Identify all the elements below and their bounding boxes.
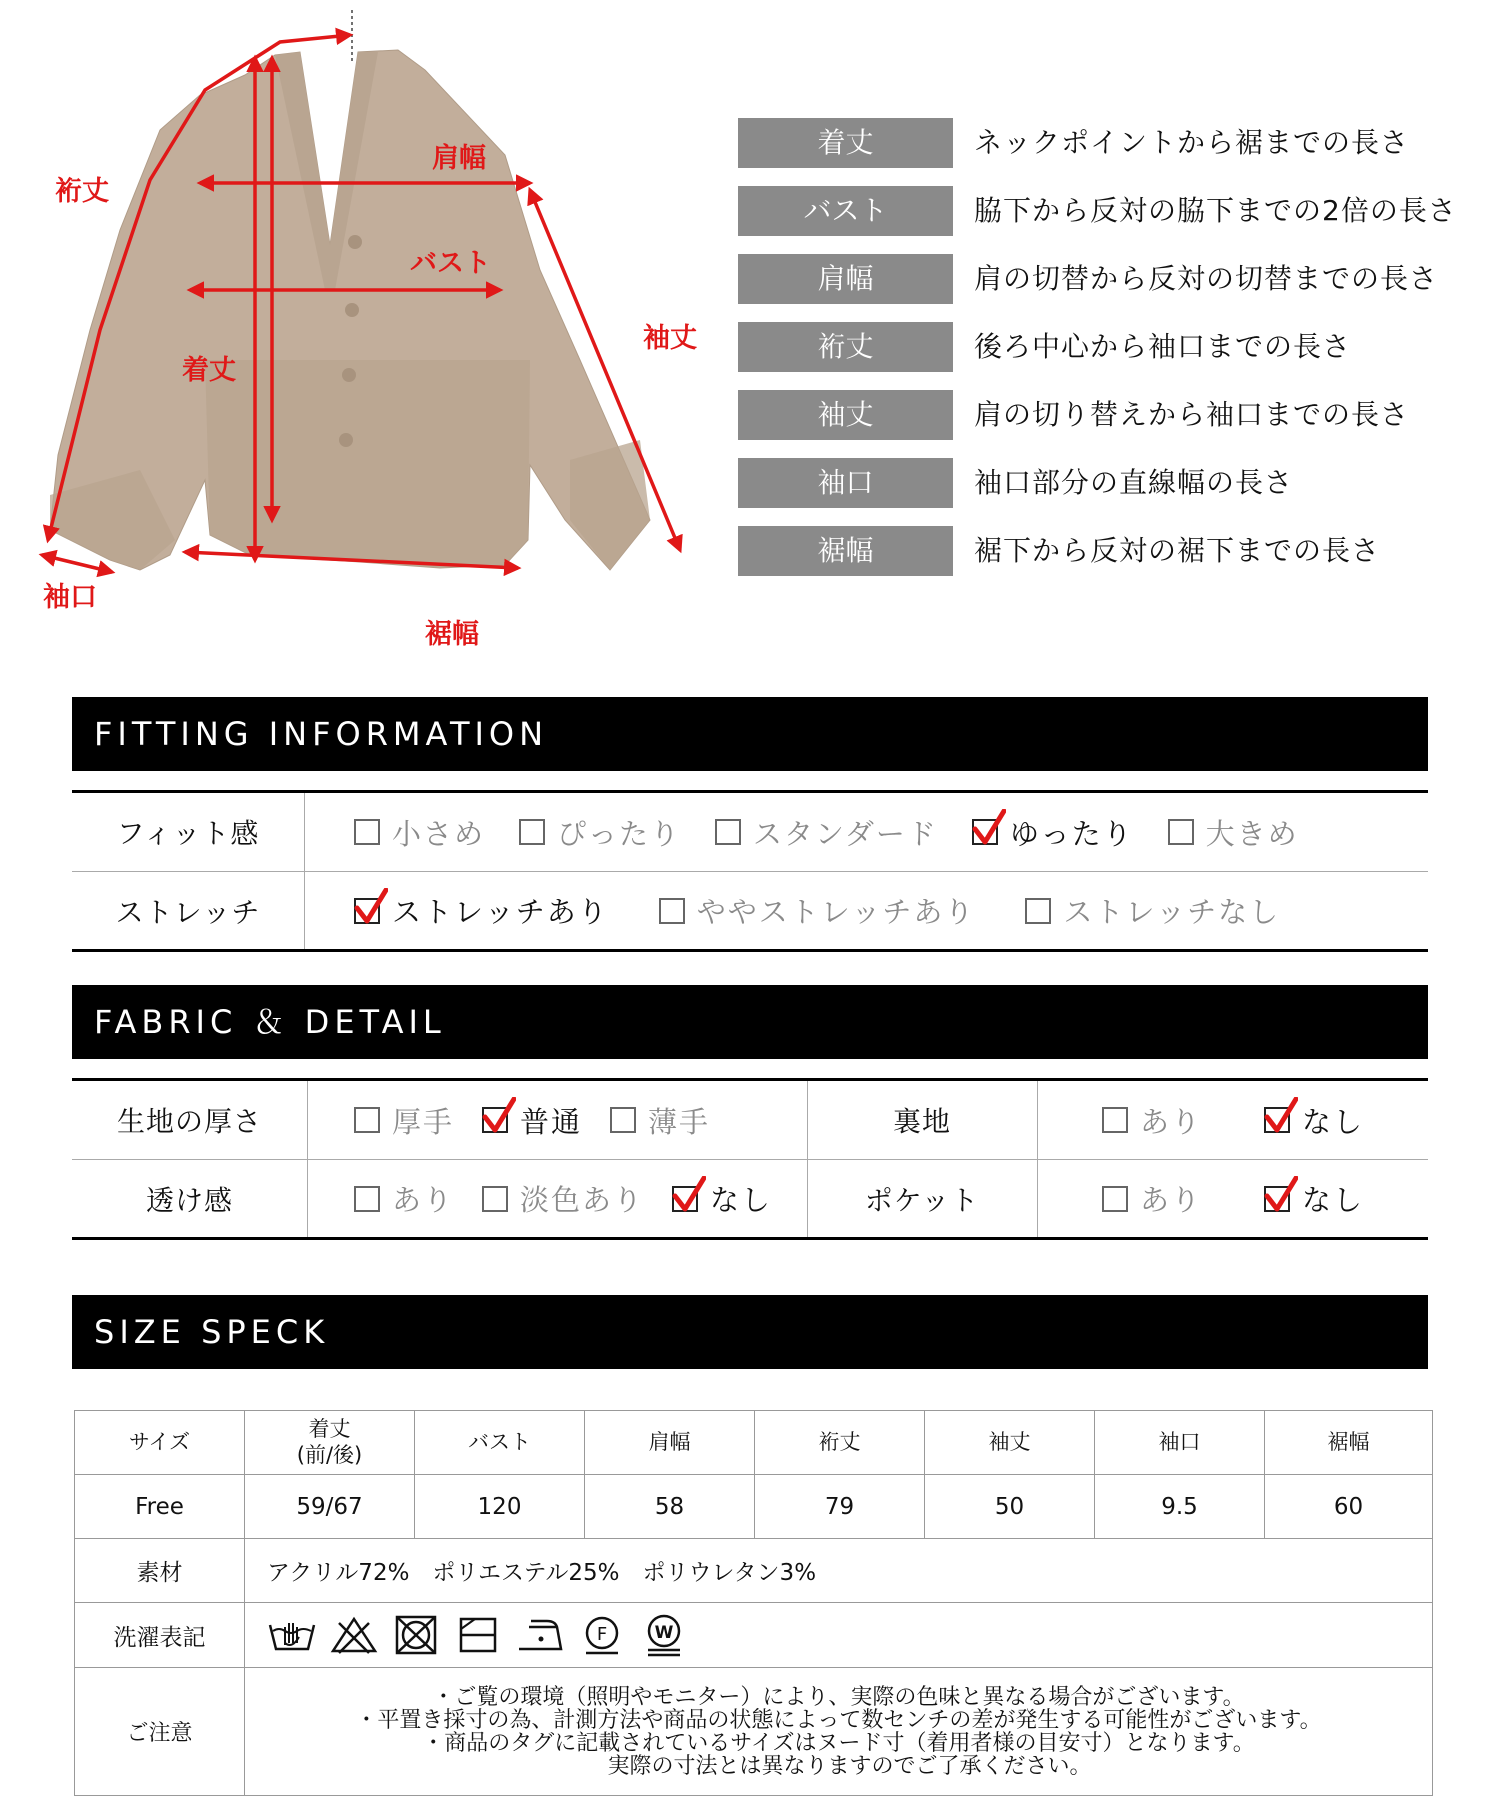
no-bleach-icon — [329, 1613, 379, 1657]
size-cell: 9.5 — [1095, 1475, 1265, 1539]
check-mark-icon — [354, 898, 380, 924]
fabric-table — [72, 1078, 1428, 1240]
definition-desc: 肩の切り替えから袖口までの長さ — [974, 398, 1410, 431]
label-yukitake: 裄丈 — [55, 176, 109, 207]
no-tumble-dry-icon — [391, 1613, 441, 1657]
notes-label: ご注意 — [75, 1668, 245, 1796]
option-sheer-light[interactable]: 淡色あり — [482, 1178, 644, 1219]
check-mark-icon — [972, 819, 998, 845]
definition-row — [738, 118, 1498, 168]
definition-desc: ネックポイントから裾までの長さ — [974, 126, 1410, 159]
option-large[interactable]: 大きめ — [1168, 812, 1299, 853]
checkbox-icon — [1025, 898, 1051, 924]
checkbox-icon — [715, 819, 741, 845]
fit-label: フィット感 — [116, 817, 260, 850]
fitting-row-stretch — [72, 871, 1428, 949]
fabric-row-sheerness — [72, 1159, 1428, 1237]
thickness-label: 生地の厚さ — [116, 1105, 262, 1138]
option-small[interactable]: 小さめ — [354, 812, 485, 853]
stretch-label: ストレッチ — [115, 895, 261, 929]
header-bust: バスト — [415, 1411, 585, 1475]
size-cell: 60 — [1265, 1475, 1433, 1539]
definition-desc: 脇下から反対の脇下までの2倍の長さ — [974, 194, 1457, 227]
option-lining-yes[interactable]: あり — [1102, 1100, 1202, 1141]
hand-wash-icon — [267, 1613, 317, 1657]
fitting-row-fit — [72, 793, 1428, 871]
checkbox-icon — [519, 819, 545, 845]
cardigan-illustration — [0, 0, 720, 660]
definition-row — [738, 322, 1498, 372]
option-slight-stretch[interactable]: ややストレッチあり — [659, 890, 976, 931]
option-sheer-yes[interactable]: あり — [354, 1178, 454, 1219]
definition-desc: 肩の切替から反対の切替までの長さ — [974, 262, 1439, 295]
size-header: SIZE SPECK — [72, 1295, 1428, 1369]
fitting-header: FITTING INFORMATION — [72, 697, 1428, 771]
definition-row — [738, 526, 1498, 576]
size-cell: 120 — [415, 1475, 585, 1539]
size-cell: 50 — [925, 1475, 1095, 1539]
checkbox-icon — [1102, 1107, 1128, 1133]
definition-term: 袖丈 — [738, 390, 953, 440]
header-sodetake: 袖丈 — [925, 1411, 1095, 1475]
measurement-diagram — [0, 0, 720, 660]
definition-term: 裄丈 — [738, 322, 953, 372]
option-pocket-no[interactable]: なし — [1264, 1178, 1364, 1219]
thickness-options — [354, 1081, 744, 1159]
size-cell: 59/67 — [245, 1475, 415, 1539]
option-pocket-yes[interactable]: あり — [1102, 1178, 1202, 1219]
notes-row — [75, 1668, 1433, 1796]
fitting-table — [72, 790, 1428, 952]
pocket-options — [1102, 1160, 1398, 1237]
checkbox-icon — [610, 1107, 636, 1133]
dry-clean-f-icon — [577, 1613, 627, 1657]
option-thin[interactable]: 薄手 — [610, 1100, 710, 1141]
size-cell: 58 — [585, 1475, 755, 1539]
pocket-label: ポケット — [864, 1183, 980, 1217]
check-mark-icon — [1264, 1186, 1290, 1212]
check-mark-icon — [1264, 1107, 1290, 1133]
wet-clean-w-icon — [639, 1613, 689, 1657]
lining-label: 裏地 — [892, 1105, 951, 1138]
label-sodetake: 袖丈 — [643, 323, 697, 354]
header-yukitake: 裄丈 — [755, 1411, 925, 1475]
check-mark-icon — [672, 1186, 698, 1212]
header-katahaba: 肩幅 — [585, 1411, 755, 1475]
label-bust: バスト — [410, 248, 491, 279]
fabric-row-thickness — [72, 1081, 1428, 1159]
option-standard[interactable]: スタンダード — [715, 812, 938, 853]
option-fitted[interactable]: ぴったり — [519, 812, 681, 853]
option-no-stretch[interactable]: ストレッチなし — [1025, 890, 1280, 931]
material-value: アクリル72% ポリエステル25% ポリウレタン3% — [245, 1539, 1433, 1603]
option-sheer-no[interactable]: なし — [672, 1178, 772, 1219]
label-sodeguchi: 袖口 — [43, 582, 97, 613]
option-lining-no[interactable]: なし — [1264, 1100, 1364, 1141]
sheer-label: 透け感 — [145, 1183, 233, 1217]
fabric-header: FABRIC ＆ DETAIL — [72, 985, 1428, 1059]
definition-term: バスト — [738, 186, 953, 236]
option-normal[interactable]: 普通 — [482, 1100, 582, 1141]
definition-term: 袖口 — [738, 458, 953, 508]
header-sodeguchi: 袖口 — [1095, 1411, 1265, 1475]
label-susohaba: 裾幅 — [425, 619, 479, 650]
care-row — [75, 1603, 1433, 1668]
option-loose[interactable]: ゆったり — [972, 812, 1134, 853]
flat-dry-icon — [453, 1613, 503, 1657]
size-header-row — [75, 1411, 1433, 1475]
header-kitake-line1: 着丈 — [308, 1417, 351, 1442]
checkbox-icon — [659, 898, 685, 924]
care-icons — [245, 1603, 1433, 1668]
material-label: 素材 — [75, 1539, 245, 1603]
definition-row — [738, 186, 1498, 236]
size-cell: Free — [75, 1475, 245, 1539]
iron-low-icon — [515, 1613, 565, 1657]
stretch-options — [354, 872, 1314, 949]
care-label: 洗濯表記 — [75, 1603, 245, 1668]
header-kitake-line2: (前/後) — [296, 1442, 363, 1467]
checkbox-icon — [1102, 1186, 1128, 1212]
checkbox-icon — [354, 819, 380, 845]
label-kitake: 着丈 — [182, 355, 236, 386]
note-line: ・商品のタグに記載されているサイズはヌード寸（着用者様の目安寸）となります。 — [422, 1730, 1255, 1756]
checkbox-icon — [482, 1186, 508, 1212]
definition-term: 肩幅 — [738, 254, 953, 304]
definition-row — [738, 458, 1498, 508]
size-table — [74, 1410, 1433, 1796]
checkbox-icon — [1168, 819, 1194, 845]
note-line: 実際の寸法とは異なりますのでご了承ください。 — [585, 1753, 1092, 1779]
label-katahaba: 肩幅 — [432, 143, 486, 174]
note-line: ・ご覧の環境（照明やモニター）により、実際の色味と異なる場合がございます。 — [432, 1684, 1245, 1710]
material-row — [75, 1539, 1433, 1603]
notes-text — [245, 1668, 1433, 1796]
svg-text:W: W — [654, 1623, 674, 1643]
header-susohaba: 裾幅 — [1265, 1411, 1433, 1475]
size-cell: 79 — [755, 1475, 925, 1539]
definition-desc: 裾下から反対の裾下までの長さ — [974, 534, 1381, 567]
checkbox-icon — [354, 1186, 380, 1212]
header-size: サイズ — [75, 1411, 245, 1475]
option-stretch[interactable]: ストレッチあり — [354, 890, 609, 931]
checkbox-icon — [354, 1107, 380, 1133]
definition-desc: 後ろ中心から袖口までの長さ — [974, 330, 1352, 363]
definition-row — [738, 390, 1498, 440]
note-line: ・平置き採寸の為、計測方法や商品の状態によって数センチの差が発生する可能性がございます。 — [355, 1707, 1322, 1733]
option-thick[interactable]: 厚手 — [354, 1100, 454, 1141]
definition-term: 裾幅 — [738, 526, 953, 576]
lining-options — [1102, 1081, 1398, 1159]
definition-term: 着丈 — [738, 118, 953, 168]
size-row-free — [75, 1475, 1433, 1539]
fit-options — [354, 793, 1333, 871]
check-mark-icon — [482, 1107, 508, 1133]
definition-row — [738, 254, 1498, 304]
header-kitake — [245, 1411, 415, 1475]
sheer-options — [354, 1160, 806, 1237]
definition-desc: 袖口部分の直線幅の長さ — [974, 466, 1294, 499]
svg-text:F: F — [596, 1624, 608, 1645]
